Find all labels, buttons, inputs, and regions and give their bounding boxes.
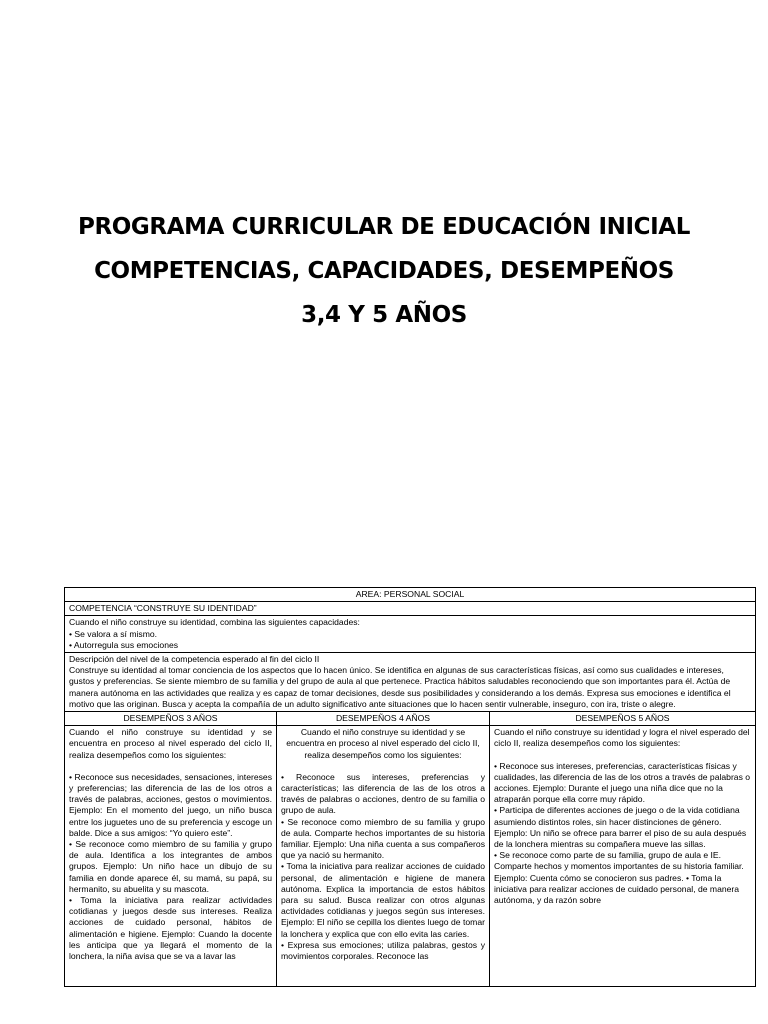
capacidades-cell <box>65 616 756 653</box>
desempeno-item: • Toma la iniciativa para realizar actividades cotidianas y juegos desde sus intereses. Realiza acciones de cuidado personal, hábitos de alimentación e higiene. Ejemplo: Cuando la docente les anticipa que ya llegará el momento de la lonchera, la niña avisa que se va a lavar las <box>69 895 272 962</box>
desempeno-item: • Participa de diferentes acciones de juego o de la vida cotidiana asumiendo distintos roles, sin hacer distinciones de género. Ejemplo: Un niño se ofrece para barrer el piso de su aula después de la lonchera mientras su compañera mueve las sillas. <box>494 805 747 850</box>
title-competencies: COMPETENCIAS, CAPACIDADES, DESEMPEÑOS <box>94 258 674 284</box>
desempeno-item: • Reconoce sus intereses, preferencias y características; las diferencia de las de los otros a través de palabras o acciones, dentro de su familia o grupo de aula. <box>281 771 485 816</box>
title-ages: 3,4 Y 5 AÑOS <box>301 302 467 328</box>
area-cell: AREA: PERSONAL SOCIAL <box>65 588 756 602</box>
column-intro: Cuando el niño construye su identidad y se encuentra en proceso al nivel esperado del ciclo II, realiza desempeños como los siguientes: <box>69 727 272 760</box>
capacidad-item: • Autorregula sus emociones <box>69 639 179 650</box>
descripcion-heading: Descripción del nivel de la competencia esperado al fin del ciclo II <box>69 654 320 665</box>
column-3-anos <box>65 726 277 987</box>
desempeno-item: • Expresa sus emociones; utiliza palabras, gestos y movimientos corporales. Reconoce las <box>281 939 485 962</box>
desempeno-item: • Reconoce sus intereses, preferencias, características físicas y cualidades, las diferencia de las de los otros a través de palabras o acciones. Ejemplo: Durante el juego una niña dice que no la atraparán porque ella corre muy rápido. <box>494 760 751 805</box>
desempeno-item: • Se reconoce como miembro de su familia y grupo de aula. Comparte hechos importantes de su historia familiar. Ejemplo: Una niña cuenta a sus compañeros que ya nació su hermanito. <box>281 816 485 861</box>
title-program: PROGRAMA CURRICULAR DE EDUCACIÓN INICIAL <box>78 214 690 240</box>
capacidades-intro: Cuando el niño construye su identidad, combina las siguientes capacidades: <box>69 617 360 628</box>
desempeno-item: • Se reconoce como miembro de su familia y grupo de aula. Identifica a los integrantes de ambos grupos. Ejemplo: Un niño hace un dibujo de su familia en donde aparece él, su mamá, su papá, su hermanito, su abuelita y su mascota. <box>69 839 272 894</box>
desempeno-item: • Reconoce sus necesidades, sensaciones, intereses y preferencias; las diferencia de las de los otros a través de palabras, acciones, gestos o movimientos. Ejemplo: En el momento del juego, un niño busca entre los juguetes uno de su preferencia y escoge un balde. Dice a sus amigos: “Yo quiero este”. <box>69 771 272 838</box>
document-title-block <box>0 205 768 337</box>
descripcion-cell <box>65 653 756 712</box>
desempeno-item: • Toma la iniciativa para realizar acciones de cuidado personal, de alimentación e higiene de manera autónoma. Explica la importancia de estos hábitos para su salud. Busca realizar con otros algunas actividades cotidianas y juegos según sus intereses. Ejemplo: El niño se cepilla los dientes luego de tomar la lonchera y explica que con ello evita las caries. <box>281 861 485 939</box>
competencia-row <box>65 602 756 616</box>
capacidades-row <box>65 616 756 653</box>
desempenos-header-row <box>65 712 756 726</box>
column-intro: Cuando el niño construye su identidad y se encuentra en proceso al nivel esperado del ciclo II, realiza desempeños como los siguientes: <box>286 727 480 760</box>
column-intro: Cuando el niño construye su identidad y logra el nivel esperado del ciclo II, realiza desempeños como los siguientes: <box>494 727 750 749</box>
desempenos-content-row <box>65 726 756 987</box>
header-5-anos: DESEMPEÑOS 5 AÑOS <box>490 712 756 726</box>
column-5-anos <box>490 726 756 987</box>
header-3-anos: DESEMPEÑOS 3 AÑOS <box>65 712 277 726</box>
competencia-cell: COMPETENCIA “CONSTRUYE SU IDENTIDAD” <box>65 602 756 616</box>
descripcion-row <box>65 653 756 712</box>
area-row <box>65 588 756 602</box>
desempeno-item: • Se reconoce como parte de su familia, grupo de aula e IE. Comparte hechos y momentos importantes de su historia familiar. Ejemplo: Cuenta cómo se conocieron sus padres. • Toma la iniciativa para realizar acciones de cuidado personal, de manera autónoma, y da razón sobre <box>494 850 744 906</box>
descripcion-text: Construye su identidad al tomar conciencia de los aspectos que lo hacen único. Se identifica en algunas de sus características físicas, así como sus cualidades e intereses, gustos y preferencias. Se siente miembro de su familia y del grupo de aula al que pertenece. Practica hábitos saludables reconociendo que son importantes para él. Actúa de manera autónoma en las actividades que realiza y es capaz de tomar decisiones, desde sus posibilidades y considerando a los demás. Expresa sus emociones e identifica el motivo que las originan. Busca y acepta la compañía de un adulto significativo ante situaciones que lo hacen sentir vulnerable, inseguro, con ira, triste o alegre. <box>69 665 731 709</box>
capacidad-item: • Se valora a sí mismo. <box>69 628 158 639</box>
header-4-anos: DESEMPEÑOS 4 AÑOS <box>277 712 490 726</box>
curriculum-table <box>64 587 756 987</box>
column-4-anos <box>277 726 490 987</box>
